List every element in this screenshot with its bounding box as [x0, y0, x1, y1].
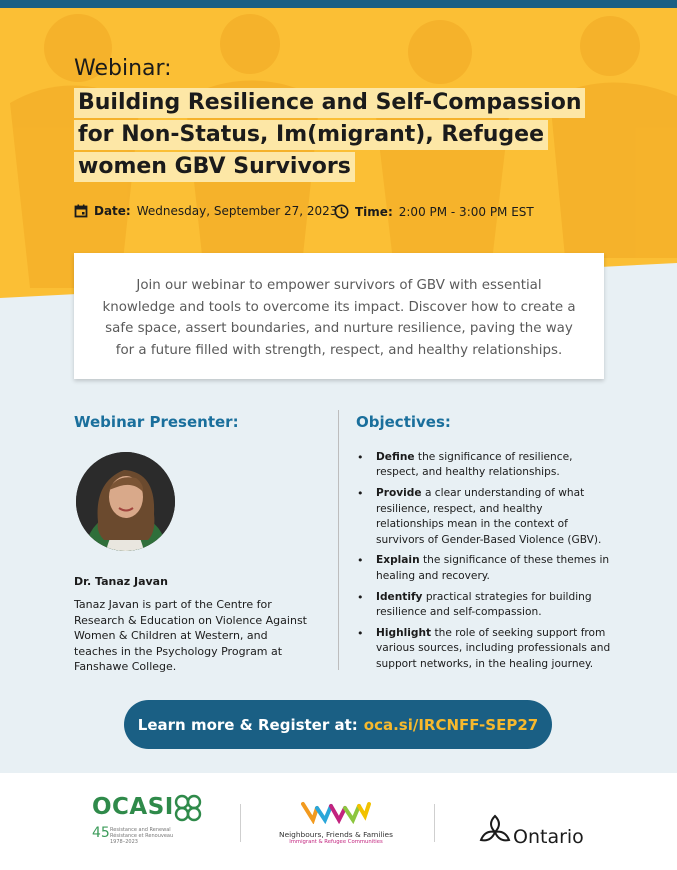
- title-line-3: women GBV Survivors: [74, 152, 355, 182]
- column-divider: [338, 410, 339, 670]
- ocasi-logo: [92, 790, 212, 850]
- objective-keyword: Define: [376, 451, 415, 463]
- date-label: Date:: [94, 204, 131, 218]
- objectives-list: [356, 450, 612, 678]
- nff-subtitle: Immigrant & Refugee Communities: [289, 839, 383, 845]
- date-value: Wednesday, September 27, 2023: [136, 204, 338, 218]
- register-label: Learn more & Register at:: [137, 715, 358, 734]
- presenter-photo: [76, 452, 175, 551]
- clock-icon: [334, 204, 349, 219]
- register-link[interactable]: oca.si/IRCNFF-SEP27: [363, 715, 539, 734]
- presenter-bio: Tanaz Javan is part of the Centre for Research & Education on Violence Against Women & Children at Western, and teaches in the Psychology Program at Fanshawe College.: [74, 598, 307, 673]
- ocasi-anniversary: 45: [92, 825, 110, 841]
- presenter-name: Dr. Tanaz Javan: [74, 575, 168, 588]
- webinar-kicker: Webinar:: [74, 56, 172, 81]
- trillium-icon: [477, 812, 513, 848]
- objective-item: [356, 450, 612, 481]
- nff-name: Neighbours, Friends & Families: [279, 830, 393, 839]
- time-row: [334, 204, 534, 219]
- nff-logo: [270, 800, 402, 852]
- objective-text: the significance of resilience, respect, and healthy relationships.: [376, 451, 573, 479]
- objective-item: [356, 626, 612, 672]
- date-row: [74, 204, 337, 218]
- objective-keyword: Highlight: [376, 627, 432, 640]
- title-line-1: Building Resilience and Self-Compassion: [74, 88, 585, 118]
- ocasi-tagline-fr: Résistance et Renouveau: [110, 833, 174, 839]
- footer-divider: [240, 804, 241, 842]
- objective-text: the role of seeking support from various sources, including professionals and support networks, in the healing journey.: [376, 627, 611, 670]
- intro-text: Join our webinar to empower survivors of GBV with essential knowledge and tools to overcome its impact. Discover how to create a safe space, assert boundaries, and nurture resilience, paving the way for a future filled with strength, respect, and healthy relationships.: [102, 278, 576, 358]
- intro-card: [74, 253, 604, 379]
- objective-item: [356, 590, 612, 621]
- objective-text: practical strategies for building resilience and self-compassion.: [376, 590, 592, 619]
- ocasi-years: 1978–2023: [110, 839, 138, 845]
- ocasi-tagline: [110, 827, 190, 845]
- ontario-logo: [477, 812, 587, 852]
- calendar-icon: [74, 204, 88, 218]
- objective-item: [356, 486, 612, 548]
- objective-keyword: Identify: [376, 590, 423, 603]
- objective-text: a clear understanding of what resilience, respect, and healthy relationships mean in the context of survivors of Gender-Based Violence (GBV).: [376, 487, 602, 546]
- ocasi-wordmark: OCASI: [92, 794, 174, 820]
- ocasi-knot-icon: [172, 792, 204, 824]
- time-value: 2:00 PM - 3:00 PM EST: [398, 204, 534, 219]
- top-stripe: [0, 0, 677, 8]
- nff-figures-icon: [301, 800, 371, 824]
- ocasi-tagline-en: Resistance and Renewal: [110, 827, 171, 833]
- objectives-heading: Objectives:: [356, 413, 451, 431]
- footer-divider: [434, 804, 435, 842]
- objective-keyword: Explain: [376, 554, 420, 567]
- ontario-wordmark: Ontario: [513, 826, 584, 848]
- objective-keyword: Provide: [376, 487, 422, 500]
- objective-item: [356, 553, 612, 584]
- webinar-title: [74, 88, 634, 184]
- time-label: Time:: [355, 204, 393, 219]
- objective-text: the significance of these themes in healing and recovery.: [376, 554, 610, 582]
- title-line-2: for Non-Status, Im(migrant), Refugee: [74, 120, 548, 150]
- register-button[interactable]: [124, 700, 552, 749]
- presenter-heading: Webinar Presenter:: [74, 413, 239, 431]
